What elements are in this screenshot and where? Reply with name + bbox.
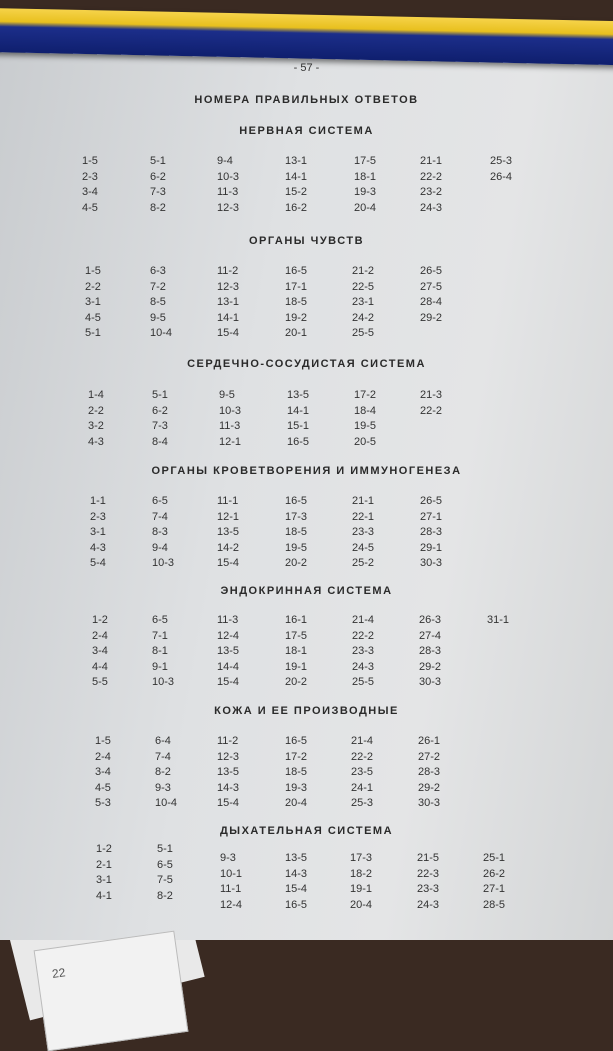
answer-cell: 22-2	[420, 404, 443, 417]
answer-cell: 16-5	[285, 265, 308, 277]
answer-cell: 18-5	[285, 296, 308, 308]
answer-cell: 28-5	[483, 898, 506, 911]
answer-cell: 9-3	[220, 852, 236, 864]
answer-cell: 28-3	[419, 645, 442, 657]
answer-cell: 16-5	[285, 495, 308, 507]
answer-cell: 16-2	[285, 201, 308, 214]
answer-cell: 19-3	[354, 186, 377, 198]
answer-cell: 27-5	[420, 280, 443, 293]
answer-cell: 2-4	[92, 629, 108, 642]
answer-cell: 9-5	[219, 389, 235, 401]
answer-cell: 8-3	[152, 526, 168, 538]
answer-cell: 2-1	[96, 858, 112, 871]
answer-cell: 3-4	[82, 186, 98, 198]
answer-cell: 1-5	[82, 155, 98, 167]
answer-cell: 17-3	[350, 852, 373, 864]
answer-cell: 18-4	[354, 404, 377, 417]
answer-cell: 7-4	[152, 510, 168, 523]
answer-cell: 28-3	[420, 526, 443, 538]
answer-cell: 26-3	[419, 614, 442, 626]
answer-cell: 18-1	[285, 645, 308, 657]
answer-cell: 12-1	[217, 510, 240, 523]
answer-cell: 6-5	[157, 858, 173, 871]
answer-cell: 6-4	[155, 735, 171, 747]
answer-cell: 17-2	[354, 389, 377, 401]
answer-cell: 17-3	[285, 510, 308, 523]
answer-cell: 28-4	[420, 296, 443, 308]
answer-cell: 26-5	[420, 265, 443, 277]
answer-cell: 3-1	[90, 526, 106, 538]
answer-cell: 13-5	[287, 389, 310, 401]
page-number: - 57 -	[293, 62, 320, 74]
answer-cell: 13-5	[217, 645, 240, 657]
answer-cell: 5-1	[150, 155, 166, 167]
answer-cell: 26-4	[490, 170, 513, 183]
answer-cell: 30-3	[420, 557, 443, 569]
answer-cell: 25-3	[351, 797, 374, 809]
answer-cell: 8-5	[150, 296, 166, 308]
answer-cell: 3-1	[96, 874, 112, 886]
answer-cell: 25-2	[352, 557, 375, 569]
answer-cell: 5-5	[92, 676, 108, 688]
answer-cell: 17-1	[285, 280, 308, 293]
answer-cell: 25-3	[490, 155, 513, 167]
answer-cell: 10-3	[152, 676, 175, 688]
answer-cell: 23-5	[351, 766, 374, 778]
answer-cell: 27-2	[418, 750, 441, 763]
answer-cell: 15-4	[217, 797, 240, 809]
answer-cell: 8-2	[155, 766, 171, 778]
answer-cell: 13-1	[285, 155, 308, 167]
answer-cell: 28-3	[418, 766, 441, 778]
answer-cell: 29-2	[419, 660, 442, 673]
answer-cell: 12-3	[217, 201, 240, 214]
answer-cell: 11-2	[217, 735, 239, 747]
answer-cell: 9-4	[217, 155, 233, 167]
answer-cell: 4-3	[90, 541, 106, 554]
answer-cell: 1-5	[95, 735, 111, 747]
answer-cell: 22-5	[352, 280, 375, 293]
answer-cell: 30-3	[419, 676, 442, 688]
answer-cell: 3-1	[85, 296, 101, 308]
answer-cell: 8-4	[152, 435, 168, 448]
answer-cell: 22-3	[417, 867, 440, 880]
answer-cell: 19-5	[354, 420, 377, 432]
answer-cell: 15-2	[285, 186, 308, 198]
answer-cell: 11-2	[217, 265, 239, 277]
answer-cell: 7-4	[155, 750, 171, 763]
answer-cell: 4-1	[96, 889, 112, 902]
answer-cell: 5-1	[85, 327, 101, 339]
answer-cell: 23-1	[352, 296, 375, 308]
answer-cell: 20-2	[285, 557, 308, 569]
section-title: ЭНДОКРИННАЯ СИСТЕМА	[220, 585, 393, 597]
answer-cell: 2-2	[85, 280, 101, 293]
answer-cell: 6-2	[152, 404, 168, 417]
answer-cell: 4-3	[88, 435, 104, 448]
answer-cell: 13-5	[217, 526, 240, 538]
answer-cell: 23-3	[417, 883, 440, 895]
answer-cell: 6-5	[152, 614, 168, 626]
answer-cell: 15-4	[285, 883, 308, 895]
answer-cell: 13-5	[285, 852, 308, 864]
answer-cell: 3-4	[95, 766, 111, 778]
answer-cell: 21-2	[352, 265, 375, 277]
answer-cell: 6-2	[150, 170, 166, 183]
section-title: ОРГАНЫ КРОВЕТВОРЕНИЯ И ИММУНОГЕНЕЗА	[151, 465, 462, 477]
answer-cell: 2-2	[88, 404, 104, 417]
answer-cell: 7-5	[157, 874, 173, 886]
answer-cell: 4-5	[95, 781, 111, 794]
answer-cell: 22-2	[420, 170, 443, 183]
answer-cell: 25-5	[352, 676, 375, 688]
answer-cell: 12-3	[217, 750, 240, 763]
answer-cell: 14-1	[217, 311, 240, 324]
answer-cell: 10-4	[150, 327, 173, 339]
answer-cell: 4-5	[85, 311, 101, 324]
answer-cell: 2-3	[82, 170, 98, 183]
answer-cell: 16-5	[287, 435, 310, 448]
answer-cell: 10-3	[152, 557, 175, 569]
answer-cell: 21-5	[417, 852, 440, 864]
answer-cell: 3-2	[88, 420, 104, 432]
answer-cell: 27-1	[483, 883, 506, 895]
answer-cell: 26-1	[418, 735, 441, 747]
answer-cell: 20-5	[354, 435, 377, 448]
answer-cell: 21-1	[420, 155, 443, 167]
scrap-number: 22	[51, 965, 67, 981]
answer-cell: 8-1	[152, 645, 168, 657]
answer-cell: 1-4	[88, 389, 104, 401]
answer-cell: 9-3	[155, 781, 171, 794]
answer-cell: 2-4	[95, 750, 111, 763]
answer-cell: 21-3	[420, 389, 443, 401]
answer-cell: 24-3	[417, 898, 440, 911]
answer-cell: 24-2	[352, 311, 375, 324]
answer-cell: 11-3	[217, 186, 239, 198]
answer-cell: 23-3	[352, 526, 375, 538]
answer-cell: 29-2	[418, 781, 441, 794]
answer-cell: 30-3	[418, 797, 441, 809]
answer-cell: 22-2	[352, 629, 375, 642]
page-title: НОМЕРА ПРАВИЛЬНЫХ ОТВЕТОВ	[194, 94, 419, 106]
answer-cell: 14-3	[217, 781, 240, 794]
section-title: ОРГАНЫ ЧУВСТВ	[248, 235, 365, 247]
answer-cell: 24-3	[420, 201, 443, 214]
answer-cell: 20-4	[285, 797, 308, 809]
answer-cell: 17-2	[285, 750, 308, 763]
answer-cell: 12-4	[217, 629, 240, 642]
answer-cell: 19-3	[285, 781, 308, 794]
answer-cell: 11-3	[219, 420, 241, 432]
answer-cell: 23-3	[352, 645, 375, 657]
answer-cell: 16-5	[285, 735, 308, 747]
answer-cell: 6-3	[150, 265, 166, 277]
answer-cell: 12-1	[219, 435, 242, 448]
answer-cell: 10-4	[155, 797, 178, 809]
answer-cell: 26-5	[420, 495, 443, 507]
section-title: СЕРДЕЧНО-СОСУДИСТАЯ СИСТЕМА	[187, 358, 426, 370]
answer-cell: 14-2	[217, 541, 240, 554]
answer-cell: 5-1	[152, 389, 168, 401]
answer-cell: 22-1	[352, 510, 375, 523]
answer-cell: 14-1	[285, 170, 308, 183]
answer-cell: 3-4	[92, 645, 108, 657]
answer-cell: 16-5	[285, 898, 308, 911]
answer-cell: 9-1	[152, 660, 168, 673]
answer-cell: 1-2	[92, 614, 108, 626]
section-title: НЕРВНАЯ СИСТЕМА	[239, 125, 374, 137]
answer-cell: 10-3	[219, 404, 242, 417]
answer-cell: 14-4	[217, 660, 240, 673]
answer-cell: 19-2	[285, 311, 308, 324]
note-scrap	[34, 931, 189, 1051]
answer-cell: 7-2	[150, 280, 166, 293]
answer-cell: 17-5	[285, 629, 308, 642]
answer-cell: 8-2	[150, 201, 166, 214]
answer-cell: 1-1	[90, 495, 106, 507]
answer-cell: 31-1	[487, 614, 510, 626]
answer-cell: 5-4	[90, 557, 106, 569]
answer-cell: 2-3	[90, 510, 106, 523]
answer-cell: 4-4	[92, 660, 108, 673]
answer-cell: 18-5	[285, 766, 308, 778]
answer-cell: 19-1	[285, 660, 308, 673]
answer-cell: 10-1	[220, 867, 243, 880]
answer-cell: 21-4	[351, 735, 374, 747]
answer-cell: 6-5	[152, 495, 168, 507]
answer-cell: 17-5	[354, 155, 377, 167]
answer-cell: 19-1	[350, 883, 373, 895]
answer-cell: 15-4	[217, 327, 240, 339]
answer-cell: 18-2	[350, 867, 373, 880]
answer-cell: 10-3	[217, 170, 240, 183]
answer-cell: 12-3	[217, 280, 240, 293]
answer-cell: 13-1	[217, 296, 240, 308]
answer-cell: 20-4	[350, 898, 373, 911]
answer-cell: 24-3	[352, 660, 375, 673]
answer-cell: 11-1	[220, 883, 242, 895]
answer-cell: 21-1	[352, 495, 375, 507]
answer-cell: 16-1	[285, 614, 308, 626]
answer-cell: 8-2	[157, 889, 173, 902]
answer-cell: 18-5	[285, 526, 308, 538]
answer-cell: 22-2	[351, 750, 374, 763]
answer-cell: 21-4	[352, 614, 375, 626]
section-title: КОЖА И ЕЕ ПРОИЗВОДНЫЕ	[214, 705, 399, 717]
answer-cell: 27-1	[420, 510, 443, 523]
answer-cell: 9-4	[152, 541, 168, 554]
answer-cell: 29-2	[420, 311, 443, 324]
answer-cell: 25-5	[352, 327, 375, 339]
answer-cell: 24-5	[352, 541, 375, 554]
answer-cell: 9-5	[150, 311, 166, 324]
answer-cell: 5-1	[157, 843, 173, 855]
answer-cell: 25-1	[483, 852, 506, 864]
answer-cell: 18-1	[354, 170, 377, 183]
answer-cell: 12-4	[220, 898, 243, 911]
answer-cell: 19-5	[285, 541, 308, 554]
answer-cell: 14-3	[285, 867, 308, 880]
answer-cell: 4-5	[82, 201, 98, 214]
answer-cell: 20-2	[285, 676, 308, 688]
answer-cell: 24-1	[351, 781, 374, 794]
answer-cell: 29-1	[420, 541, 443, 554]
answer-cell: 5-3	[95, 797, 111, 809]
answer-cell: 20-1	[285, 327, 308, 339]
answer-cell: 7-3	[152, 420, 168, 432]
answer-cell: 26-2	[483, 867, 506, 880]
answer-cell: 14-1	[287, 404, 310, 417]
answer-cell: 11-1	[217, 495, 239, 507]
answer-cell: 13-5	[217, 766, 240, 778]
answer-cell: 27-4	[419, 629, 442, 642]
answer-cell: 1-2	[96, 843, 112, 855]
answer-cell: 11-3	[217, 614, 239, 626]
answer-cell: 15-4	[217, 557, 240, 569]
answer-cell: 23-2	[420, 186, 443, 198]
answer-cell: 15-1	[287, 420, 310, 432]
section-title: ДЫХАТЕЛЬНАЯ СИСТЕМА	[219, 825, 394, 837]
answer-cell: 7-1	[152, 629, 168, 642]
answer-cell: 1-5	[85, 265, 101, 277]
answer-cell: 15-4	[217, 676, 240, 688]
answer-cell: 7-3	[150, 186, 166, 198]
answer-cell: 20-4	[354, 201, 377, 214]
